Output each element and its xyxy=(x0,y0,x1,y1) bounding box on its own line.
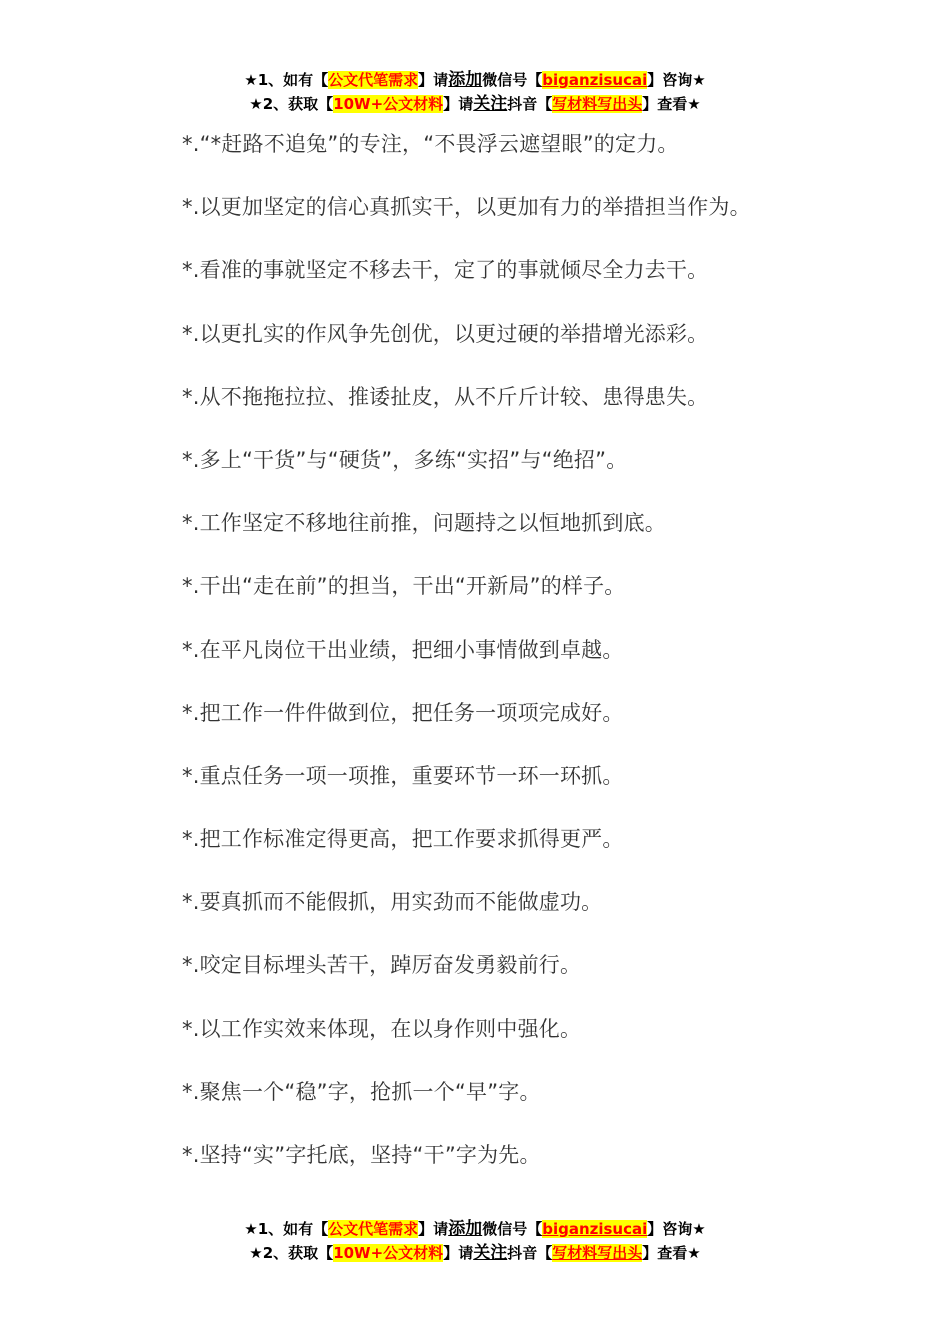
phrase-line: *.把工作一件件做到位，把任务一项项完成好。 xyxy=(182,700,624,725)
footer-text: 】咨询★ xyxy=(647,1220,706,1238)
phrase-line: *.看准的事就坚定不移去干，定了的事就倾尽全力去干。 xyxy=(182,258,709,283)
phrase-line: *.工作坚定不移地往前推，问题持之以恒地抓到底。 xyxy=(182,511,666,536)
header-text: 抖音【 xyxy=(507,95,553,113)
footer-text: ★1、如有【 xyxy=(244,1220,329,1238)
footer-text: 】请 xyxy=(443,1244,474,1262)
phrase-line: *.坚持“实”字托底，坚持“干”字为先。 xyxy=(182,1143,541,1167)
footer-text: 】请 xyxy=(418,1220,449,1238)
header-text: ★2、获取【 xyxy=(249,95,334,113)
header-text: 】查看★ xyxy=(642,95,701,113)
phrase-line: *.以更加坚定的信心真抓实干，以更加有力的举措担当作为。 xyxy=(182,195,751,220)
phrase-line: *.在平凡岗位干出业绩，把细小事情做到卓越。 xyxy=(182,637,624,662)
highlight-text: 10W+公文材料 xyxy=(333,1244,444,1262)
highlight-text: 公文代笔需求 xyxy=(328,71,419,89)
emphasis-text: 添加 xyxy=(448,70,483,90)
emphasis-text: 关注 xyxy=(473,1243,508,1263)
header-text: 】请 xyxy=(443,95,474,113)
footer-banner xyxy=(0,1217,950,1265)
phrase-line: *.从不拖拖拉拉、推诿扯皮，从不斤斤计较、患得患失。 xyxy=(182,384,709,409)
header-text: 微信号【 xyxy=(482,71,543,89)
header-text: ★1、如有【 xyxy=(244,71,329,89)
header-line-2 xyxy=(0,92,950,116)
phrase-line: *.聚焦一个“稳”字，抢抓一个“早”字。 xyxy=(182,1079,541,1104)
phrase-line: *.重点任务一项一项推，重要环节一环一环抓。 xyxy=(182,763,624,788)
footer-text: 微信号【 xyxy=(482,1220,543,1238)
footer-text: ★2、获取【 xyxy=(249,1244,334,1262)
douyin-id: 写材料写出头 xyxy=(552,1244,643,1262)
footer-text: 】查看★ xyxy=(642,1244,701,1262)
highlight-text: 10W+公文材料 xyxy=(333,95,444,113)
phrase-line: *.“*赶路不追兔”的专注，“不畏浮云遮望眼”的定力。 xyxy=(182,132,679,156)
phrase-line: *.要真抓而不能假抓，用实劲而不能做虚功。 xyxy=(182,890,603,915)
phrase-line: *.干出“走在前”的担当，干出“开新局”的样子。 xyxy=(182,574,626,599)
douyin-id: 写材料写出头 xyxy=(552,95,643,113)
footer-text: 抖音【 xyxy=(507,1244,553,1262)
highlight-text: 公文代笔需求 xyxy=(328,1220,419,1238)
footer-line-2 xyxy=(0,1241,950,1265)
header-banner xyxy=(0,68,950,116)
header-text: 】咨询★ xyxy=(647,71,706,89)
phrase-line: *.咬定目标埋头苦干，踔厉奋发勇毅前行。 xyxy=(182,953,582,978)
emphasis-text: 关注 xyxy=(473,94,508,114)
header-line-1 xyxy=(0,68,950,92)
header-text: 】请 xyxy=(418,71,449,89)
wechat-id: biganzisucai xyxy=(542,1220,648,1238)
phrase-line: *.以工作实效来体现，在以身作则中强化。 xyxy=(182,1016,582,1041)
phrase-list xyxy=(182,128,922,1202)
emphasis-text: 添加 xyxy=(448,1219,483,1239)
phrase-line: *.以更扎实的作风争先创优，以更过硬的举措增光添彩。 xyxy=(182,321,709,346)
phrase-line: *.多上“干货”与“硬货”，多练“实招”与“绝招”。 xyxy=(182,447,628,472)
wechat-id: biganzisucai xyxy=(542,71,648,89)
phrase-line: *.把工作标准定得更高，把工作要求抓得更严。 xyxy=(182,827,624,852)
footer-line-1 xyxy=(0,1217,950,1241)
